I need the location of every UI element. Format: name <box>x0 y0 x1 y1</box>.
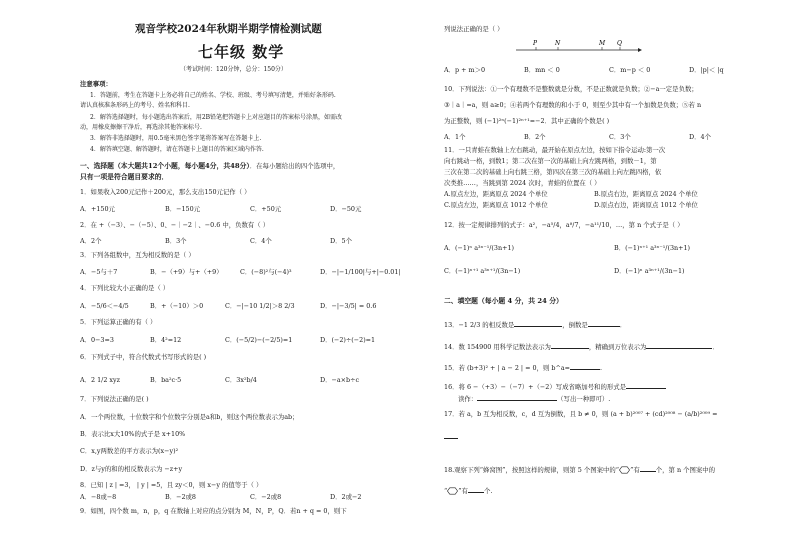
notice-item: 请认真核准条形码上的考号、姓名和科目. <box>80 102 190 109</box>
q16-line2: 读作： （写出一种即可）. <box>458 395 611 403</box>
label-m: M <box>599 40 606 47</box>
q3-stem: 3．下列各组数中，互为相反数的是（ ） <box>80 251 195 259</box>
q16-line1: 16．将 6 −（+3）−（−7）+（−2）写成省略加号和的形式是 <box>444 382 666 391</box>
exam-subject: 七年级 数学 <box>198 43 285 61</box>
q11-option-d: D.原点右边，距离原点 1012 个单位 <box>594 201 698 209</box>
q11-option-a: A.原点左边，距离原点 2024 个单位 <box>444 190 548 198</box>
q3-option-b: B．−（+9）与+（+9） <box>150 268 223 276</box>
q11-line: 次类推……，当跳到第 2024 次时，青蛙的位置在（ ） <box>444 179 601 187</box>
q7-option-a: A．一个两位数，十位数字和个位数字分别是a和b，则这个两位数表示为ab； <box>80 413 299 421</box>
q8-option-d: D．2或−2 <box>330 493 362 501</box>
q4-option-b: B．+（−10）＞0 <box>150 302 204 310</box>
q6-option-b: B．ba²c·5 <box>150 376 182 384</box>
q10-line: 为正整数，则 (−1)²ⁿ(−1)²ⁿ⁺¹=−2．其中正确的个数是( ) <box>444 117 610 125</box>
q4-option-c: C．−|−10 1/2|＞8 2/3 <box>225 302 295 310</box>
q18-line1: 18.观察下列“蜂窝图”，按照这样的规律，则第 5 个图案中的“ ”有 个，第 n 个图案中的 <box>444 466 716 474</box>
q11-line: 向右跳动一格，到数1；第二次在第一次的基础上向左跳两格，到数－1，第 <box>444 157 657 165</box>
q17-blank[interactable] <box>444 432 458 439</box>
q10-option-b: B．2个 <box>524 133 546 141</box>
exam-info: （考试时间：120分钟，总分：150分） <box>180 66 287 73</box>
q15-blank[interactable] <box>570 363 600 370</box>
q4-stem: 4．下列比较大小正确的是（ ） <box>80 284 170 292</box>
q10-option-d: D．4个 <box>689 133 711 141</box>
q1-stem: 1．如果收入200元记作＋200元，那么支出150元记作（ ） <box>80 188 251 196</box>
q9-option-b: B．mn ＜ 0 <box>524 66 560 74</box>
q14-blank-2[interactable] <box>646 342 712 349</box>
q5-option-b: B．4²=12 <box>150 336 182 344</box>
q8-option-a: A．−8或−8 <box>80 493 117 501</box>
notice-item: 动，用橡皮擦擦干净后，再选涂其他答案标号. <box>80 124 202 131</box>
q18-blank-2[interactable] <box>468 486 484 493</box>
q2-stem: 2．在 +（−3）、−（−5）、0、−｜−2｜、−0.6 中，负数有（ ） <box>80 221 270 229</box>
q11-line: 11．一只青蛙在数轴上左右跳动，最开始在原点左边，按如下指令运动:第一次 <box>444 146 666 154</box>
q9-stem-cont: 列说法正确的是（ ） <box>444 25 504 33</box>
q12-option-c: C．(−1)ⁿ⁺¹ a³ⁿ⁺¹/(3n−1) <box>444 267 521 275</box>
section2-heading: 二、填空题（每小题 4 分，共 24 分） <box>444 297 563 305</box>
q10-line: ③｜a｜=a，则 a≥0；④若两个有理数的和小于 0，则至少其中有一个加数是负数；⑤若 n <box>444 101 702 109</box>
q14-line: 14．数 154900 用科学记数法表示为 ，精确到万位表示为 ． <box>444 343 719 351</box>
q1-option-b: B．−150元 <box>165 205 201 213</box>
q11-option-c: C.原点左边，距离原点 1012 个单位 <box>444 201 548 209</box>
q6-option-a: A．2 1/2 xyz <box>80 376 121 384</box>
q16-blank-1[interactable] <box>626 382 666 389</box>
q6-option-c: C．3x²b/4 <box>225 376 257 384</box>
q8-option-c: C．−2或8 <box>250 493 282 501</box>
q9-option-d: D．|p|＜ |q <box>689 66 724 74</box>
q11-line: 三次在第二次的基础上向右跳三格，第四次在第三次的基础上向左跳四格，依 <box>444 168 662 176</box>
q4-option-a: A．−5/6＜−4/5 <box>80 302 129 310</box>
q8-option-b: B．−2或8 <box>165 493 196 501</box>
q3-option-c: C．(−8)²与(−4)³ <box>240 268 292 276</box>
q3-option-d: D．−|−1/100|与+|−0.01| <box>320 268 401 276</box>
q5-stem: 5．下列运算正确的有（ ） <box>80 318 157 326</box>
q7-option-b: B．表示比x大10%的式子是 x+10% <box>80 430 186 438</box>
q13-blank-1[interactable] <box>514 320 562 327</box>
section1-heading-line2: 只有一项是符合题目要求的． <box>80 173 169 181</box>
q5-option-c: C．(−5/2)−(−2/5)=1 <box>225 336 293 344</box>
q5-option-d: D．(−2)÷(−2)=1 <box>320 336 376 344</box>
number-line <box>514 36 644 56</box>
q13-line: 13．−1 2/3 的相反数是 ，倒数是 ． <box>444 321 627 329</box>
q4-option-d: D．−|−3/5| = 0.6 <box>320 302 377 310</box>
q6-option-d: D．−a×b÷c <box>320 376 360 384</box>
q6-stem: 6．下列式子中，符合代数式书写形式的是( ) <box>80 353 207 361</box>
q2-option-c: C．4个 <box>250 237 272 245</box>
q8-stem: 8．已知 | z | =3， | y | =5，且 zy＜0，则 x−y 的值等于（ ） <box>80 481 263 489</box>
q7-option-d: D．z与y的和的相反数表示为 −z+y <box>80 465 183 473</box>
q1-option-d: D．−50元 <box>330 205 362 213</box>
notice-item: 4．解答填空题、解答题时，请在答题卡上题目的答案区域内作答. <box>90 146 264 153</box>
q17-answer <box>444 432 458 441</box>
q11-option-b: B.原点右边，距离原点 2024 个单位 <box>594 190 698 198</box>
exam-title: 观音学校2024年秋期半期学情检测试题 <box>135 23 322 35</box>
q10-option-a: A．1个 <box>444 133 466 141</box>
q9-stem: 9．如图，四个数 m，n，p，q 在数轴上对应的点分别为 M，N，P，Q．若n + q = 0，则下 <box>80 507 347 515</box>
notice-item: 1．答题前，考生在答题卡上务必将自己的姓名、学校、班级、考号填写清楚，并贴好条形码. <box>90 92 336 99</box>
q3-option-a: A．−5与＋7 <box>80 268 118 276</box>
hexagon-icon <box>447 487 458 495</box>
notice-item: 2．解答选择题时，每小题选出答案后，用2B铅笔把答题卡上对应题目的答案标号涂黑，如需改 <box>90 114 343 121</box>
q9-option-c: C．m−p ＜ 0 <box>609 66 651 74</box>
q18-blank-1[interactable] <box>640 465 656 472</box>
q2-option-a: A．2个 <box>80 237 102 245</box>
label-n: N <box>555 40 561 47</box>
q15-line: 15．若 (b+3)² + | a − 2 | = 0，则 b^a= . <box>444 364 603 372</box>
q2-option-d: D．5个 <box>330 237 352 245</box>
label-p: P <box>533 40 538 47</box>
q17-line: 17．若 a，b 互为相反数，c，d 互为倒数，且 b ≠ 0，则 (a + b)²⁰⁰⁷ + (cd)²⁰⁰⁸ − (a/b)²⁰⁰⁹ = <box>444 410 718 418</box>
label-q: Q <box>617 40 622 47</box>
left-column <box>80 0 408 550</box>
section1-heading: 一、选择题（本大题共12个小题，每小题4分，共48分）．在每小题给出的四个选项中， <box>80 162 340 170</box>
q10-option-c: C．3个 <box>609 133 631 141</box>
q7-option-c: C．x,y两数差的平方表示为(x−y)² <box>80 447 179 455</box>
q1-option-a: A．+150元 <box>80 205 115 213</box>
q5-option-a: A．0−3=3 <box>80 336 114 344</box>
notice-heading: 注意事项： <box>80 80 112 88</box>
q10-line: 10．下列说法：①一个有理数不是整数就是分数，不是正数就是负数；②−a一定是负数； <box>444 85 698 93</box>
q1-option-c: C．+50元 <box>250 205 282 213</box>
notice-item: 3．解答非选择题时，用0.5毫米黑色签字笔将答案写在答题卡上. <box>90 135 262 142</box>
q12-option-a: A．(−1)ⁿ a³ⁿ⁻¹/(3n+1) <box>444 244 515 252</box>
q12-option-b: B．(−1)ⁿ⁺¹ a³ⁿ⁻¹/(3n+1) <box>614 244 691 252</box>
q7-stem: 7．下列说法正确的是( ) <box>80 395 149 403</box>
q12-option-d: D．(−1)ⁿ a³ⁿ⁺¹/(3n−1) <box>614 267 685 275</box>
q2-option-b: B．3个 <box>165 237 187 245</box>
q9-option-a: A．p + m＞0 <box>444 66 486 74</box>
q14-blank-1[interactable] <box>551 342 589 349</box>
right-column <box>444 0 764 550</box>
q12-stem: 12．按一定规律排列的式子：a²，−a⁵/4，a⁸/7，−a¹¹/10，…，第 n 个式子是（ ） <box>444 221 684 229</box>
q13-blank-2[interactable] <box>588 320 620 327</box>
hexagon-icon <box>619 466 630 474</box>
q18-line2: “ ”有 个. <box>444 487 493 495</box>
q16-blank-2[interactable] <box>477 394 557 401</box>
number-line-arrow <box>638 48 642 52</box>
